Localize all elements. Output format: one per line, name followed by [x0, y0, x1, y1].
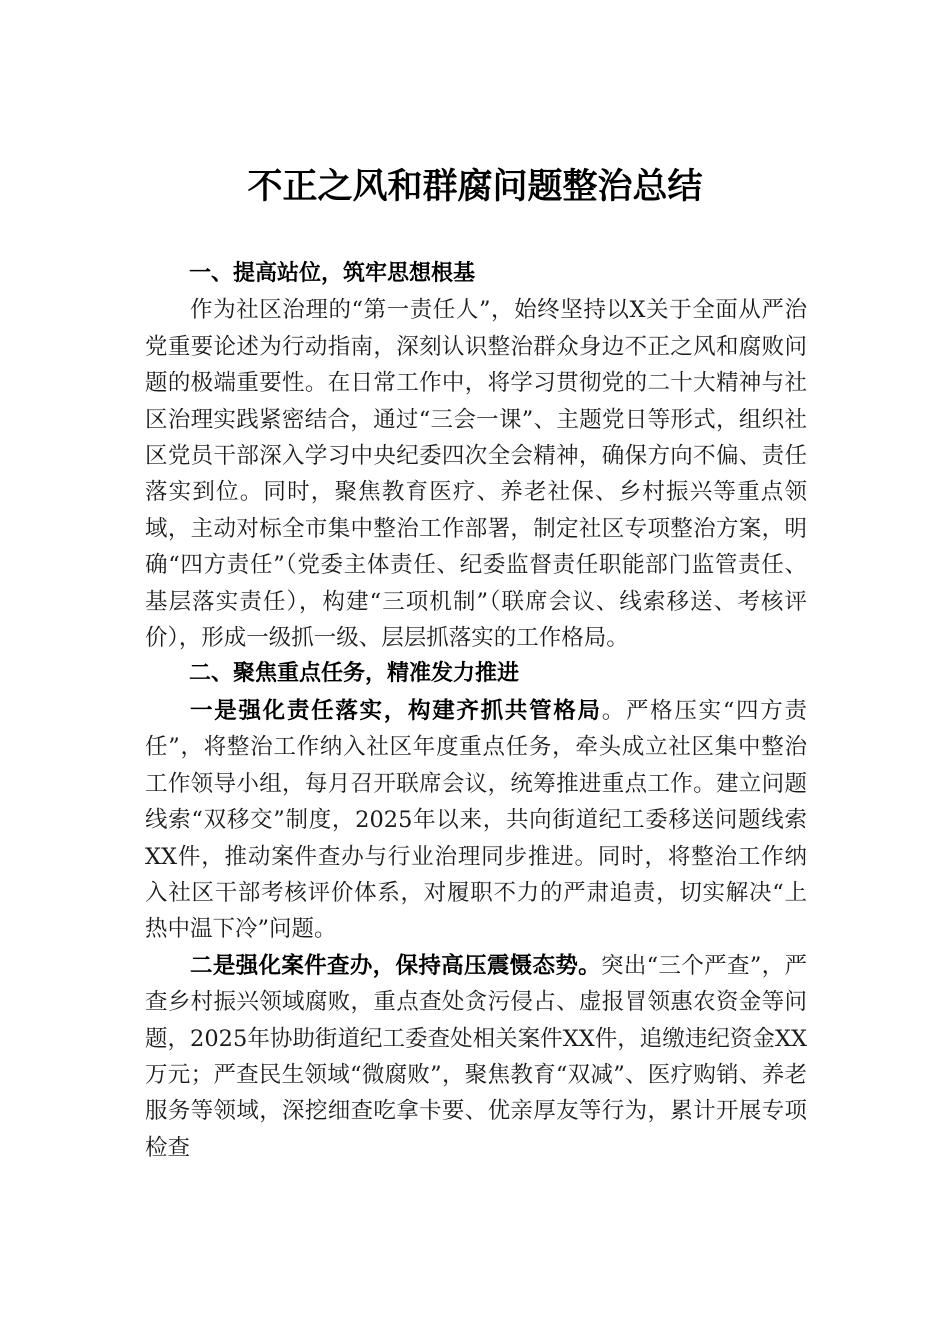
document-body — [145, 256, 807, 1166]
section-2-item-1-text: 。严格压实“四方责任”，将整治工作纳入社区年度重点任务，牵头成立社区集中整治工作领导小组，每月召开联席会议，统筹推进重点工作。建立问题线索“双移交”制度，2025年以来，共向街道纪工委移送问题线索XX件，推动案件查办与行业治理同步推进。同时，将整治工作纳入社区干部考核评价体系，对履职不力的严肃追责，切实解决“上热中温下冷”问题。 — [145, 697, 807, 943]
section-2-item-2-text: 突出“三个严查”，严查乡村振兴领域腐败，重点查处贪污侵占、虚报冒领惠农资金等问题，2025年协助街道纪工委查处相关案件XX件，追缴违纪资金XX万元；严查民生领域“微腐败”，聚焦教育“双减”、医疗购销、养老服务等领域，深挖细查吃拿卡要、优亲厚友等行为，累计开展专项检查 — [145, 952, 807, 1161]
section-2-item-1 — [145, 693, 807, 948]
section-2-item-2 — [145, 948, 807, 1166]
section-1-heading: 一、提高站位，筑牢思想根基 — [189, 261, 476, 286]
section-1-paragraph: 作为社区治理的“第一责任人”，始终坚持以X关于全面从严治党重要论述为行动指南，深刻认识整治群众身边不正之风和腐败问题的极端重要性。在日常工作中，将学习贯彻党的二十大精神与社区治理实践紧密结合，通过“三会一课”、主题党日等形式，组织社区党员干部深入学习中央纪委四次全会精神，确保方向不偏、责任落实到位。同时，聚焦教育医疗、养老社保、乡村振兴等重点领域，主动对标全市集中整治工作部署，制定社区专项整治方案，明确“四方责任”（党委主体责任、纪委监督责任职能部门监管责任、基层落实责任），构建“三项机制”（联席会议、线索移送、考核评价），形成一级抓一级、层层抓落实的工作格局。 — [145, 297, 807, 652]
document-title: 不正之风和群腐问题整治总结 — [247, 166, 703, 207]
section-2-item-2-lead: 二是强化案件查办，保持高压震慑态势。 — [190, 952, 601, 979]
section-2-heading: 二、聚焦重点任务，精准发力推进 — [189, 661, 520, 687]
section-2-item-1-lead: 一是强化责任落实，构建齐抓共管格局 — [190, 697, 602, 724]
